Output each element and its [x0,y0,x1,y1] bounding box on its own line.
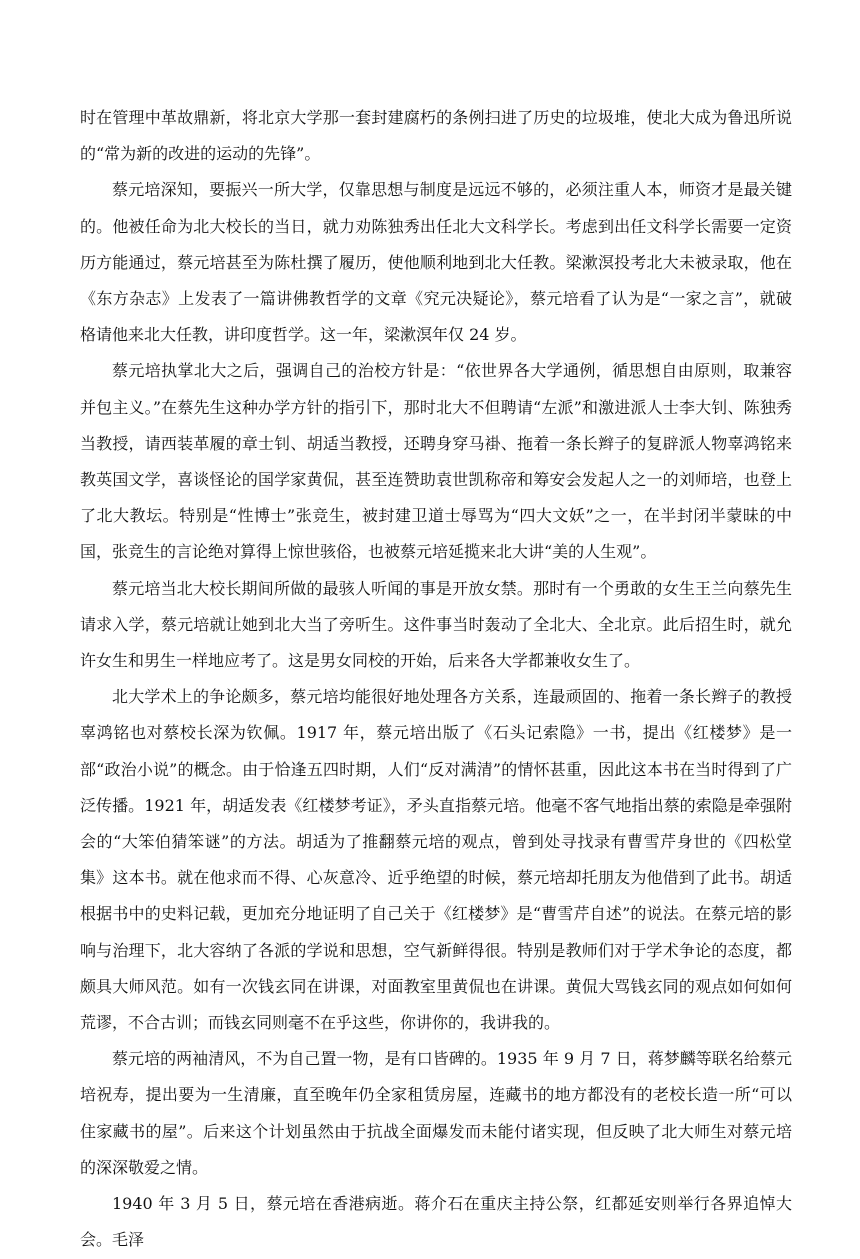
paragraph-academic-debate: 北大学术上的争论颇多，蔡元培均能很好地处理各方关系，连最顽固的、拖着一条长辫子的教授辜鸿铭也对蔡校长深为钦佩。1917 年，蔡元培出版了《石头记索隐》一书，提出《红楼梦》是一部“政治小说”的概念。由于恰逢五四时期，人们“反对满清”的情怀甚重，因此这本书在当时得到了广泛传播。1921 年，胡适发表《红楼梦考证》，矛头直指蔡元培。他毫不客气地指出蔡的索隐是牵强附会的“大笨伯猜笨谜”的方法。胡适为了推翻蔡元培的观点，曾到处寻找录有曹雪芹身世的《四松堂集》这本书。就在他求而不得、心灰意冷、近乎绝望的时候，蔡元培却托朋友为他借到了此书。胡适根据书中的史料记载，更加充分地证明了自己关于《红楼梦》是“曹雪芹自述”的说法。在蔡元培的影响与治理下，北大容纳了各派的学说和思想，空气新鲜得很。特别是教师们对于学术争论的态度，都颇具大师风范。如有一次钱玄同在讲课，对面教室里黄侃也在讲课。黄侃大骂钱玄同的观点如何如何荒谬，不合古训；而钱玄同则毫不在乎这些，你讲你的，我讲我的。 [80,687,792,1033]
paragraph-continued: 时在管理中革故鼎新，将北京大学那一套封建腐朽的条例扫进了历史的垃圾堆，使北大成为鲁迅所说的“常为新的改进的运动的先锋”。 [80,108,792,164]
paragraph-death: 1940 年 3 月 5 日，蔡元培在香港病逝。蒋介石在重庆主持公祭，红都延安则举行各界追悼大会。毛泽 [80,1194,792,1250]
paragraph-integrity: 蔡元培的两袖清风，不为自己置一物，是有口皆碑的。1935 年 9 月 7 日，蒋梦麟等联名给蔡元培祝寿，提出要为一生清廉，直至晚年仍全家租赁房屋，连藏书的地方都没有的老校长造一所“可以住家藏书的屋”。后来这个计划虽然由于抗战全面爆发而未能付诸实现，但反映了北大师生对蔡元培的深深敬爱之情。 [80,1049,792,1177]
paragraph-policy: 蔡元培执掌北大之后，强调自己的治校方针是：“依世界各大学通例，循思想自由原则，取兼容并包主义。”在蔡先生这种办学方针的指引下，那时北大不但聘请“左派”和激进派人士李大钊、陈独秀当教授，请西装革履的章士钊、胡适当教授，还聘身穿马褂、拖着一条长辫子的复辟派人物辜鸿铭来教英国文学，喜谈怪论的国学家黄侃，甚至连赞助袁世凯称帝和筹安会发起人之一的刘师培，也登上了北大教坛。特别是“性博士”张竞生，被封建卫道士辱骂为“四大文妖”之一，在半封闭半蒙昧的中国，张竞生的言论绝对算得上惊世骇俗，也被蔡元培延揽来北大讲“美的人生观”。 [80,361,792,562]
paragraph-faculty: 蔡元培深知，要振兴一所大学，仅靠思想与制度是远远不够的，必须注重人本，师资才是最关键的。他被任命为北大校长的当日，就力劝陈独秀出任北大文科学长。考虑到出任文科学长需要一定资历方能通过，蔡元培甚至为陈杜撰了履历，使他顺利地到北大任教。梁漱溟投考北大未被录取，他在《东方杂志》上发表了一篇讲佛教哲学的文章《究元决疑论》，蔡元培看了认为是“一家之言”，就破格请他来北大任教，讲印度哲学。这一年，梁漱溟年仅 24 岁。 [80,180,792,345]
paragraph-coeducation: 蔡元培当北大校长期间所做的最骇人听闻的事是开放女禁。那时有一个勇敢的女生王兰向蔡先生请求入学，蔡元培就让她到北大当了旁听生。这件事当时轰动了全北大、全北京。此后招生时，就允许女生和男生一样地应考了。这是男女同校的开始，后来各大学都兼收女生了。 [80,578,792,671]
document-page [80,100,792,1259]
